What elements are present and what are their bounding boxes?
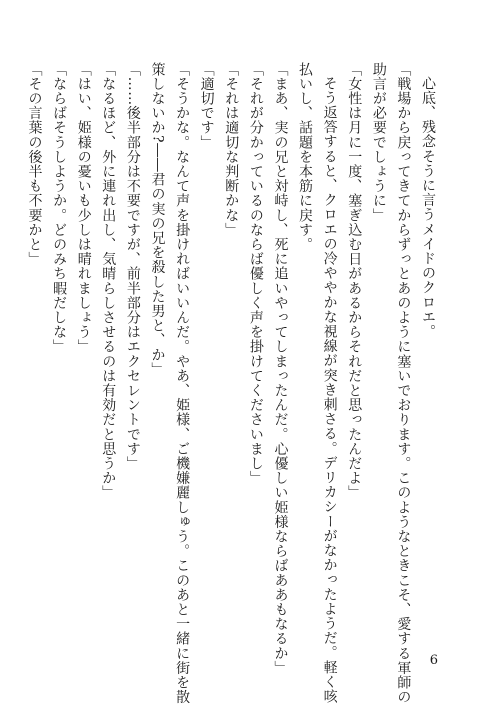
text-line: 「……後半部分は不要ですが、前半部分はエクセレントです」 xyxy=(124,62,141,471)
text-line: 助言が必要でしょうに」 xyxy=(370,62,387,223)
text-line: 策しないか?――君の実の兄を殺した男と、か」 xyxy=(149,62,166,377)
text-line: 「なるほど、外に連れ出し、気晴らしさせるのは有効だと思うか」 xyxy=(100,62,117,500)
vertical-text-block xyxy=(22,62,440,705)
text-line: 「適切です」 xyxy=(198,62,215,150)
text-line: 「ならばそうしようか。どのみち暇だしな」 xyxy=(51,62,68,354)
text-line: 払いし、話題を本筋に戻す。 xyxy=(297,62,314,252)
text-line: 「その言葉の後半も不要かと」 xyxy=(26,62,43,267)
page-number: 6 xyxy=(429,653,438,668)
text-line: 「戦場から戻ってきてからずっとあのように塞いでおります。このようなときこそ、愛する軍師の xyxy=(395,62,412,705)
text-line: 「はい、姫様の憂いも少しは晴れましょう」 xyxy=(75,62,92,354)
text-line: 「そうかな。なんて声を掛ければいいんだ。やあ、姫様、ご機嫌麗しゅう。このあと一緒に街を散 xyxy=(174,62,191,705)
text-line: 「それは適切な判断かな」 xyxy=(223,62,240,238)
text-line: 「女性は月に一度、塞ぎ込む日があるからそれだと思ったんだよ」 xyxy=(346,62,363,500)
text-line: そう返答すると、クロエの冷ややかな視線が突き刺さる。デリカシーがなかったようだ。軽く咳 xyxy=(321,76,338,704)
text-line: 「まあ、実の兄と対峙し、死に追いやってしまったんだ。心優しい姫様ならばああもなるか」 xyxy=(272,62,289,676)
text-line: 「それが分かっているのならば優しく声を掛けてくださいまし」 xyxy=(247,62,264,486)
text-line: 心底、残念そうに言うメイドのクロエ。 xyxy=(420,76,436,339)
